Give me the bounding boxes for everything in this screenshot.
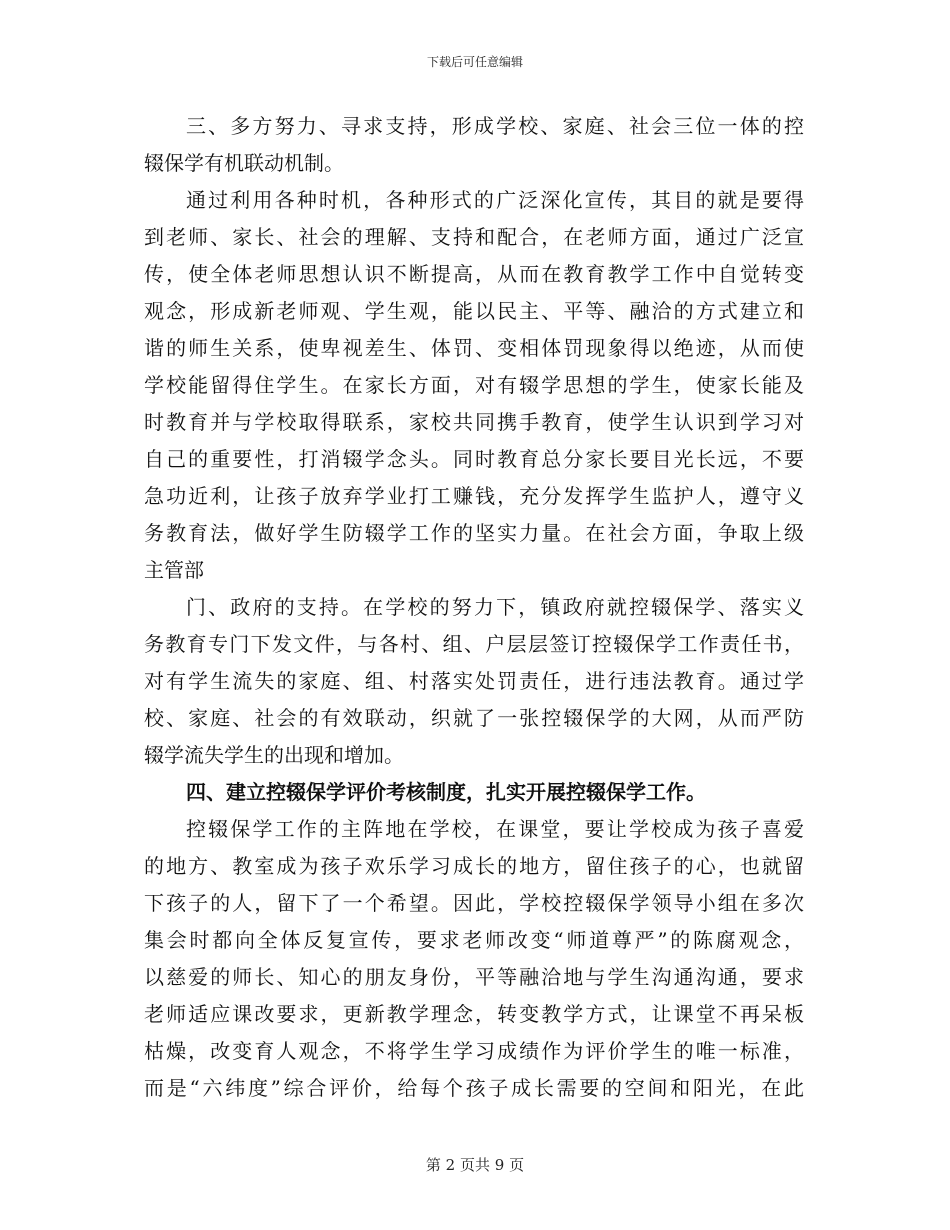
text-line: 自己的重要性，打消辍学念头。同时教育总分家长要目光长远，不要: [144, 447, 804, 471]
text-line: 时教育并与学校取得联系，家校共同携手教育，使学生认识到学习对: [144, 410, 804, 434]
text-line: 对有学生流失的家庭、组、村落实处罚责任，进行违法教育。通过学: [144, 669, 804, 693]
text-line: 务教育法，做好学生防辍学工作的坚实力量。在社会方面，争取上级: [144, 521, 804, 545]
text-line: 校、家庭、社会的有效联动，织就了一张控辍保学的大网，从而严防: [144, 706, 804, 730]
text-line: 学校能留得住学生。在家长方面，对有辍学思想的学生，使家长能及: [144, 373, 804, 397]
page-number: 第 2 页共 9 页: [425, 1156, 525, 1174]
text-line: 急功近利，让孩子放弃学业打工赚钱，充分发挥学生监护人，遵守义: [144, 484, 804, 508]
text-line: 谐的师生关系，使卑视差生、体罚、变相体罚现象得以绝迹，从而使: [144, 336, 804, 360]
section-heading-4: 四、建立控辍保学评价考核制度，扎实开展控辍保学工作。: [186, 780, 706, 804]
text-line: 下孩子的人，留下了一个希望。因此，学校控辍保学领导小组在多次: [144, 891, 804, 915]
text-line: 枯燥，改变育人观念，不将学生学习成绩作为评价学生的唯一标准，: [144, 1039, 804, 1063]
text-line: 到老师、家长、社会的理解、支持和配合，在老师方面，通过广泛宣: [144, 225, 804, 249]
text-line: 观念，形成新老师观、学生观，能以民主、平等、融洽的方式建立和: [144, 299, 804, 323]
text-line: 而是“六纬度”综合评价，给每个孩子成长需要的空间和阳光，在此: [144, 1076, 804, 1100]
text-line: 门、政府的支持。在学校的努力下，镇政府就控辍保学、落实义: [186, 595, 804, 619]
text-line: 以慈爱的师长、知心的朋友身份，平等融洽地与学生沟通沟通，要求: [144, 965, 804, 989]
page-header: 下载后可任意编辑: [426, 55, 523, 69]
text-line: 主管部: [144, 558, 204, 582]
text-line: 通过利用各种时机，各种形式的广泛深化宣传，其目的就是要得: [186, 188, 804, 212]
text-line: 务教育专门下发文件，与各村、组、户层层签订控辍保学工作责任书，: [144, 632, 804, 656]
text-line: 辍保学有机联动机制。: [144, 151, 344, 175]
text-line: 辍学流失学生的出现和增加。: [144, 743, 404, 767]
text-line: 集会时都向全体反复宣传，要求老师改变“师道尊严”的陈腐观念，: [144, 928, 804, 952]
text-line: 控辍保学工作的主阵地在学校，在课堂，要让学校成为孩子喜爱: [186, 817, 804, 841]
text-line: 老师适应课改要求，更新教学理念，转变教学方式，让课堂不再呆板: [144, 1002, 804, 1026]
section-heading-3: 三、多方努力、寻求支持，形成学校、家庭、社会三位一体的控: [186, 114, 804, 138]
text-line: 传，使全体老师思想认识不断提高，从而在教育教学工作中自觉转变: [144, 262, 804, 286]
text-line: 的地方、教室成为孩子欢乐学习成长的地方，留住孩子的心，也就留: [144, 854, 804, 878]
